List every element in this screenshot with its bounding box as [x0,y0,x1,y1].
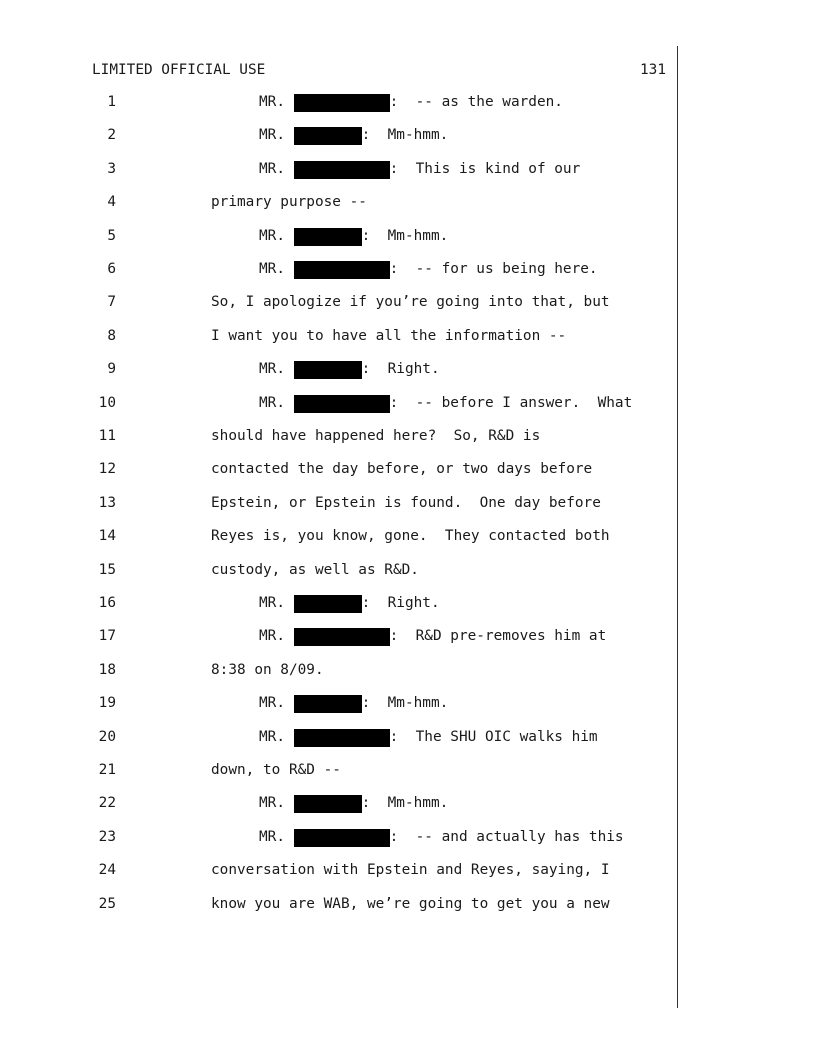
redaction-box [294,228,362,246]
transcript-line [0,760,677,784]
continuation-line: Epstein, or Epstein is found. One day before [211,494,601,511]
speaker-line [259,161,580,179]
line-number: 18 [98,661,116,678]
line-number: 7 [107,294,116,311]
redaction-box [294,695,362,713]
transcript-line [0,159,677,183]
line-number: 24 [98,862,116,879]
transcript-line [0,259,677,283]
redaction-box [294,795,362,813]
classification-header: LIMITED OFFICIAL USE [92,62,266,78]
transcript-line [0,125,677,149]
speaker-title: MR. [259,227,294,244]
speech-text: : R&D pre-removes him at [389,628,607,645]
speaker-title: MR. [259,595,294,611]
redaction-box [294,127,362,145]
line-number: 17 [98,628,116,645]
line-number: 8 [107,327,116,344]
speech-text: : Mm-hmm. [361,127,449,144]
transcript-line [0,560,677,584]
speech-text: : -- and actually has this [389,828,624,845]
speech-text: : Mm-hmm. [361,695,449,712]
speaker-line [259,628,606,646]
transcript-line [0,860,677,884]
speaker-line [259,228,448,246]
redaction-box [294,161,390,179]
transcript-line [0,894,677,918]
line-number: 12 [98,461,116,478]
transcript-line [0,426,677,450]
transcript-line [0,526,677,550]
continuation-line: down, to R&D -- [211,762,341,778]
speaker-line [259,695,448,713]
line-number: 2 [107,127,116,144]
speaker-line [259,829,624,847]
speaker-line [259,595,440,613]
line-number: 21 [98,762,116,778]
speech-text: : -- for us being here. [389,261,598,277]
line-number: 15 [98,561,116,578]
speaker-line [259,261,598,279]
transcript-line [0,393,677,417]
continuation-line: primary purpose -- [211,194,367,211]
speaker-title: MR. [259,795,294,812]
speaker-line [259,127,448,145]
line-number: 13 [98,494,116,511]
continuation-line: contacted the day before, or two days before [211,461,593,478]
continuation-line: should have happened here? So, R&D is [211,428,541,444]
speaker-line [259,361,440,379]
continuation-line: So, I apologize if you’re going into that, but [211,294,610,311]
transcript-line [0,326,677,350]
transcript-line [0,626,677,650]
line-number: 5 [107,227,116,244]
speaker-title: MR. [259,695,294,712]
right-margin-rule [677,46,678,1008]
line-number: 1 [107,94,116,110]
transcript-line [0,292,677,316]
line-number: 22 [98,795,116,812]
redaction-box [294,395,390,413]
line-number: 14 [98,528,116,545]
redaction-box [294,94,390,112]
speaker-line [259,729,598,747]
speaker-line [259,395,632,413]
continuation-line: 8:38 on 8/09. [211,661,324,678]
continuation-line: I want you to have all the information -- [211,327,567,344]
continuation-line: custody, as well as R&D. [211,561,419,578]
speech-text: : Mm-hmm. [361,795,449,812]
transcript-line [0,493,677,517]
transcript-line [0,226,677,250]
transcript-line [0,827,677,851]
speaker-title: MR. [259,94,294,110]
speaker-title: MR. [259,828,294,845]
transcript-line [0,793,677,817]
speech-text: : -- as the warden. [389,94,563,110]
continuation-line: Reyes is, you know, gone. They contacted both [211,528,610,545]
speaker-title: MR. [259,160,294,177]
speaker-title: MR. [259,361,294,378]
line-number: 25 [98,895,116,912]
line-number: 3 [107,160,116,177]
speech-text: : This is kind of our [389,160,581,177]
speaker-title: MR. [259,261,294,277]
transcript-line [0,727,677,751]
line-number: 11 [98,428,116,444]
speaker-title: MR. [259,728,294,745]
redaction-box [294,729,390,747]
speech-text: : -- before I answer. What [389,394,633,411]
redaction-box [294,361,362,379]
redaction-box [294,829,390,847]
speech-text: : Right. [361,361,440,378]
line-number: 23 [98,828,116,845]
transcript-line [0,359,677,383]
speech-text: : Right. [361,595,440,611]
speaker-title: MR. [259,628,294,645]
transcript-line [0,693,677,717]
page-number: 131 [640,62,666,78]
line-number: 9 [107,361,116,378]
speaker-title: MR. [259,394,294,411]
speaker-line [259,94,563,112]
line-number: 4 [107,194,116,211]
line-number: 16 [98,595,116,611]
redaction-box [294,628,390,646]
speech-text: : Mm-hmm. [361,227,449,244]
transcript-line [0,92,677,116]
speaker-title: MR. [259,127,294,144]
transcript-line [0,192,677,216]
redaction-box [294,595,362,613]
transcript-line [0,459,677,483]
transcript-line [0,660,677,684]
continuation-line: know you are WAB, we’re going to get you a new [211,895,610,912]
line-number: 19 [98,695,116,712]
speaker-line [259,795,448,813]
continuation-line: conversation with Epstein and Reyes, saying, I [211,862,610,879]
line-number: 6 [107,261,116,277]
redaction-box [294,261,390,279]
speech-text: : The SHU OIC walks him [389,728,598,745]
transcript-line [0,593,677,617]
line-number: 10 [98,394,116,411]
line-number: 20 [98,728,116,745]
